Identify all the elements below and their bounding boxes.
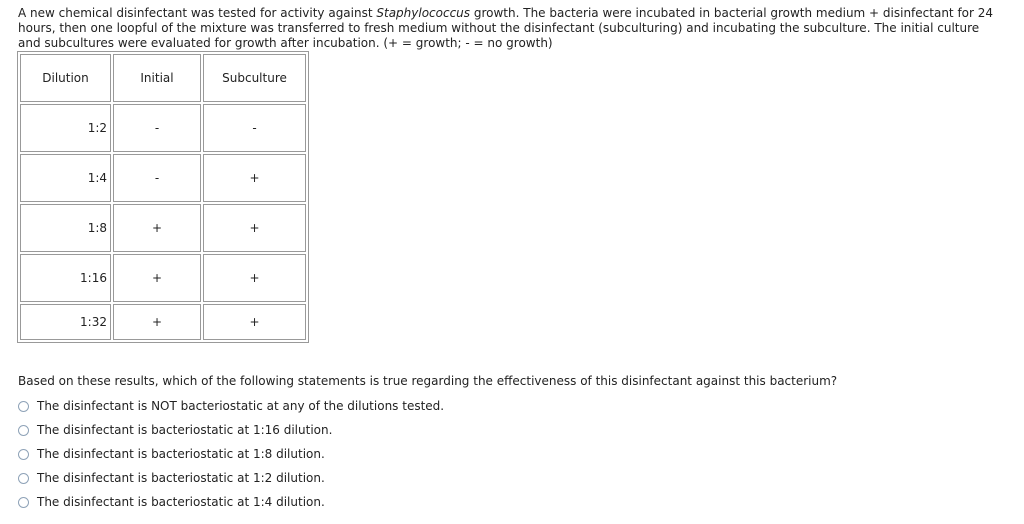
header-initial: Initial [113, 54, 201, 102]
answer-option[interactable] [18, 442, 444, 466]
radio-button[interactable] [18, 497, 29, 508]
results-table [17, 51, 309, 343]
subculture-cell: - [203, 104, 306, 152]
dilution-cell: 1:32 [20, 304, 111, 340]
table-row [20, 104, 306, 152]
subculture-cell: + [203, 304, 306, 340]
initial-cell: + [113, 304, 201, 340]
initial-cell: - [113, 154, 201, 202]
radio-button[interactable] [18, 449, 29, 460]
option-label: The disinfectant is bacteriostatic at 1:2 dilution. [37, 471, 325, 485]
answer-option[interactable] [18, 418, 444, 442]
initial-cell: + [113, 254, 201, 302]
question-text: Based on these results, which of the following statements is true regarding the effectiveness of this disinfectant against this bacterium? [18, 374, 838, 388]
radio-button[interactable] [18, 425, 29, 436]
subculture-cell: + [203, 204, 306, 252]
table-row [20, 254, 306, 302]
table-row [20, 304, 306, 340]
option-label: The disinfectant is NOT bacteriostatic at any of the dilutions tested. [37, 399, 445, 413]
option-label: The disinfectant is bacteriostatic at 1:4 dilution. [37, 495, 325, 509]
radio-button[interactable] [18, 473, 29, 484]
subculture-cell: + [203, 254, 306, 302]
dilution-cell: 1:4 [20, 154, 111, 202]
initial-cell: + [113, 204, 201, 252]
answer-option[interactable] [18, 466, 444, 490]
header-dilution: Dilution [20, 54, 111, 102]
answer-options [18, 394, 444, 514]
dilution-cell: 1:16 [20, 254, 111, 302]
intro-text-2: growth. The bacteria were incubated in bacterial growth medium + disinfectant for 24 hours, then one loopful of the mixture was transferred to fresh medium without the disinfectant (subculturing) and incubating the subculture. The initial culture and subcultures were evaluated for growth after incubation. (+ = growth; - = no growth) [18, 6, 994, 50]
table-header-row [20, 54, 306, 102]
option-label: The disinfectant is bacteriostatic at 1:8 dilution. [37, 447, 325, 461]
table-row [20, 204, 306, 252]
organism-name: Staphylococcus [376, 6, 471, 20]
initial-cell: - [113, 104, 201, 152]
subculture-cell: + [203, 154, 306, 202]
answer-option[interactable] [18, 394, 444, 418]
dilution-cell: 1:8 [20, 204, 111, 252]
header-subculture: Subculture [203, 54, 306, 102]
option-label: The disinfectant is bacteriostatic at 1:16 dilution. [37, 423, 333, 437]
table-row [20, 154, 306, 202]
intro-paragraph [18, 6, 1003, 51]
radio-button[interactable] [18, 401, 29, 412]
answer-option[interactable] [18, 490, 444, 514]
intro-text-1: A new chemical disinfectant was tested for activity against [18, 6, 377, 20]
dilution-cell: 1:2 [20, 104, 111, 152]
